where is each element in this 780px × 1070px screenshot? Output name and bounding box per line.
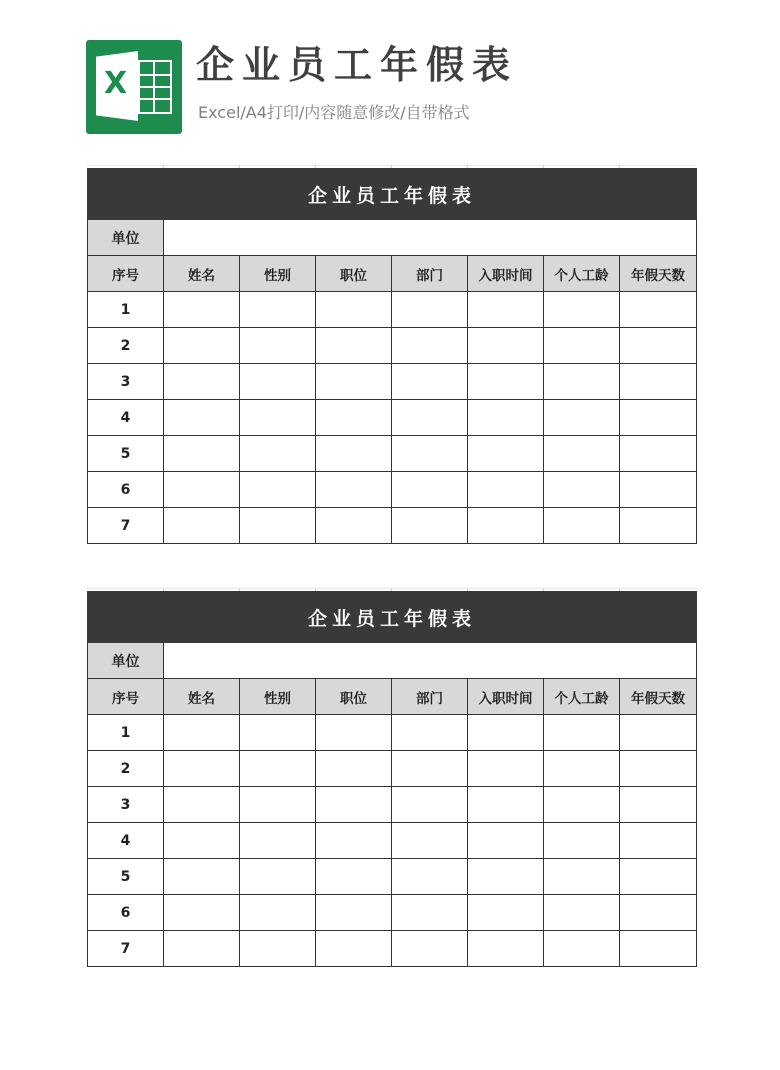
table-cell[interactable] <box>392 508 468 544</box>
leave-table-2 <box>87 588 696 967</box>
table-cell[interactable] <box>316 400 392 436</box>
row-number: 7 <box>88 931 164 967</box>
column-header: 序号 <box>88 679 164 715</box>
table-cell[interactable] <box>620 328 697 364</box>
table-cell[interactable] <box>620 715 697 751</box>
table-cell[interactable] <box>316 751 392 787</box>
row-number: 6 <box>88 895 164 931</box>
row-number: 5 <box>88 859 164 895</box>
table-cell[interactable] <box>620 751 697 787</box>
table-cell[interactable] <box>316 508 392 544</box>
table-cell[interactable] <box>164 823 240 859</box>
table-cell[interactable] <box>240 931 316 967</box>
column-header: 个人工龄 <box>544 679 620 715</box>
table-row <box>88 436 697 472</box>
gridline-mark <box>543 588 544 591</box>
excel-logo-grid <box>138 60 172 114</box>
table-cell[interactable] <box>240 715 316 751</box>
column-header: 职位 <box>316 679 392 715</box>
table-cell[interactable] <box>544 508 620 544</box>
table-cell[interactable] <box>240 859 316 895</box>
table-cell[interactable] <box>164 715 240 751</box>
column-header: 年假天数 <box>620 679 697 715</box>
column-header: 性别 <box>240 679 316 715</box>
table-cell[interactable] <box>392 859 468 895</box>
table-cell[interactable] <box>316 436 392 472</box>
table-cell[interactable] <box>316 859 392 895</box>
table-title: 企业员工年假表 <box>88 169 697 220</box>
column-header: 序号 <box>88 256 164 292</box>
table-cell[interactable] <box>392 751 468 787</box>
table-cell[interactable] <box>468 895 544 931</box>
table-row <box>88 715 697 751</box>
table-cell[interactable] <box>468 751 544 787</box>
table-cell[interactable] <box>468 472 544 508</box>
gridline-mark <box>543 165 544 168</box>
table-cell[interactable] <box>316 715 392 751</box>
table-title: 企业员工年假表 <box>88 592 697 643</box>
table-row <box>88 328 697 364</box>
table-cell[interactable] <box>316 328 392 364</box>
table-cell[interactable] <box>316 364 392 400</box>
table-cell[interactable] <box>544 436 620 472</box>
row-number: 2 <box>88 751 164 787</box>
table-cell[interactable] <box>544 823 620 859</box>
gridline-mark <box>315 588 316 591</box>
unit-row <box>88 220 697 256</box>
leave-table-1 <box>87 165 696 544</box>
table-cell[interactable] <box>240 400 316 436</box>
table-cell[interactable] <box>468 715 544 751</box>
row-number: 3 <box>88 364 164 400</box>
table-cell[interactable] <box>240 328 316 364</box>
sheet-gridline-marks <box>87 165 696 168</box>
table-cell[interactable] <box>620 364 697 400</box>
gridline-mark <box>163 588 164 591</box>
table-cell[interactable] <box>544 931 620 967</box>
column-header: 姓名 <box>164 679 240 715</box>
table-cell[interactable] <box>316 787 392 823</box>
table-cell[interactable] <box>164 436 240 472</box>
table-cell[interactable] <box>164 787 240 823</box>
table-cell[interactable] <box>620 859 697 895</box>
column-header: 部门 <box>392 256 468 292</box>
gridline-mark <box>619 165 620 168</box>
row-number: 1 <box>88 715 164 751</box>
table-cell[interactable] <box>544 715 620 751</box>
row-number: 7 <box>88 508 164 544</box>
table-cell[interactable] <box>164 328 240 364</box>
gridline-mark <box>391 165 392 168</box>
unit-row <box>88 643 697 679</box>
table-cell[interactable] <box>468 292 544 328</box>
document-header <box>86 38 706 138</box>
table-cell[interactable] <box>316 472 392 508</box>
row-number: 4 <box>88 400 164 436</box>
table-cell[interactable] <box>240 895 316 931</box>
table-cell[interactable] <box>240 436 316 472</box>
table-cell[interactable] <box>544 472 620 508</box>
table-cell[interactable] <box>620 292 697 328</box>
table-cell[interactable] <box>240 751 316 787</box>
table-cell[interactable] <box>164 400 240 436</box>
column-header-row <box>88 256 697 292</box>
table-cell[interactable] <box>544 895 620 931</box>
table-cell[interactable] <box>240 823 316 859</box>
table-cell[interactable] <box>468 787 544 823</box>
table-cell[interactable] <box>316 823 392 859</box>
table-cell[interactable] <box>468 931 544 967</box>
table-cell[interactable] <box>392 328 468 364</box>
table-row <box>88 859 697 895</box>
table-cell[interactable] <box>544 364 620 400</box>
unit-value-cell[interactable] <box>164 220 697 256</box>
table-cell[interactable] <box>468 364 544 400</box>
gridline-mark <box>315 165 316 168</box>
table-cell[interactable] <box>316 292 392 328</box>
gridline-mark <box>467 588 468 591</box>
table-row <box>88 931 697 967</box>
table-cell[interactable] <box>544 292 620 328</box>
table-row <box>88 400 697 436</box>
table-cell[interactable] <box>316 895 392 931</box>
table-row <box>88 472 697 508</box>
table-cell[interactable] <box>468 436 544 472</box>
unit-value-cell[interactable] <box>164 643 697 679</box>
table-row <box>88 787 697 823</box>
table-cell[interactable] <box>620 931 697 967</box>
column-header: 个人工龄 <box>544 256 620 292</box>
table-row <box>88 751 697 787</box>
table-cell[interactable] <box>240 787 316 823</box>
table-cell[interactable] <box>392 823 468 859</box>
gridline-mark <box>619 588 620 591</box>
page-title: 企业员工年假表 <box>196 43 519 87</box>
table-row <box>88 823 697 859</box>
table-row <box>88 508 697 544</box>
table-cell[interactable] <box>316 931 392 967</box>
table-cell[interactable] <box>468 508 544 544</box>
table-cell[interactable] <box>240 364 316 400</box>
table-cell[interactable] <box>468 859 544 895</box>
excel-logo-icon <box>86 40 182 134</box>
column-header: 姓名 <box>164 256 240 292</box>
table-cell[interactable] <box>392 895 468 931</box>
table-cell[interactable] <box>164 895 240 931</box>
table-cell[interactable] <box>620 400 697 436</box>
page-subtitle: Excel/A4打印/内容随意修改/自带格式 <box>198 103 470 122</box>
column-header: 性别 <box>240 256 316 292</box>
column-header: 职位 <box>316 256 392 292</box>
excel-logo-letter: X <box>104 66 128 101</box>
table-row <box>88 895 697 931</box>
row-number: 6 <box>88 472 164 508</box>
gridline-mark <box>239 165 240 168</box>
column-header-row <box>88 679 697 715</box>
table-cell[interactable] <box>620 436 697 472</box>
table-cell[interactable] <box>392 715 468 751</box>
leave-table <box>87 168 697 544</box>
column-header: 年假天数 <box>620 256 697 292</box>
table-cell[interactable] <box>468 400 544 436</box>
row-number: 2 <box>88 328 164 364</box>
sheet-gridline-marks <box>87 588 696 591</box>
table-cell[interactable] <box>392 364 468 400</box>
table-cell[interactable] <box>164 364 240 400</box>
row-number: 3 <box>88 787 164 823</box>
table-cell[interactable] <box>620 895 697 931</box>
table-cell[interactable] <box>164 931 240 967</box>
table-cell[interactable] <box>164 508 240 544</box>
table-cell[interactable] <box>620 508 697 544</box>
table-cell[interactable] <box>544 787 620 823</box>
table-cell[interactable] <box>392 472 468 508</box>
table-cell[interactable] <box>240 508 316 544</box>
leave-table <box>87 591 697 967</box>
gridline-mark <box>239 588 240 591</box>
table-row <box>88 364 697 400</box>
table-cell[interactable] <box>544 328 620 364</box>
table-cell[interactable] <box>164 472 240 508</box>
row-number: 1 <box>88 292 164 328</box>
table-cell[interactable] <box>164 751 240 787</box>
column-header: 入职时间 <box>468 679 544 715</box>
unit-label: 单位 <box>88 220 164 256</box>
table-cell[interactable] <box>620 472 697 508</box>
row-number: 4 <box>88 823 164 859</box>
table-cell[interactable] <box>544 751 620 787</box>
gridline-mark <box>163 165 164 168</box>
table-row <box>88 292 697 328</box>
table-cell[interactable] <box>620 787 697 823</box>
gridline-mark <box>467 165 468 168</box>
row-number: 5 <box>88 436 164 472</box>
table-cell[interactable] <box>392 292 468 328</box>
table-cell[interactable] <box>468 328 544 364</box>
column-header: 入职时间 <box>468 256 544 292</box>
table-cell[interactable] <box>392 400 468 436</box>
column-header: 部门 <box>392 679 468 715</box>
table-cell[interactable] <box>544 400 620 436</box>
table-title-row <box>88 592 697 643</box>
table-cell[interactable] <box>392 787 468 823</box>
table-cell[interactable] <box>392 931 468 967</box>
gridline-mark <box>391 588 392 591</box>
table-cell[interactable] <box>468 823 544 859</box>
unit-label: 单位 <box>88 643 164 679</box>
table-cell[interactable] <box>392 436 468 472</box>
table-cell[interactable] <box>544 859 620 895</box>
table-cell[interactable] <box>164 859 240 895</box>
table-cell[interactable] <box>240 472 316 508</box>
table-title-row <box>88 169 697 220</box>
table-cell[interactable] <box>240 292 316 328</box>
table-cell[interactable] <box>620 823 697 859</box>
table-cell[interactable] <box>164 292 240 328</box>
